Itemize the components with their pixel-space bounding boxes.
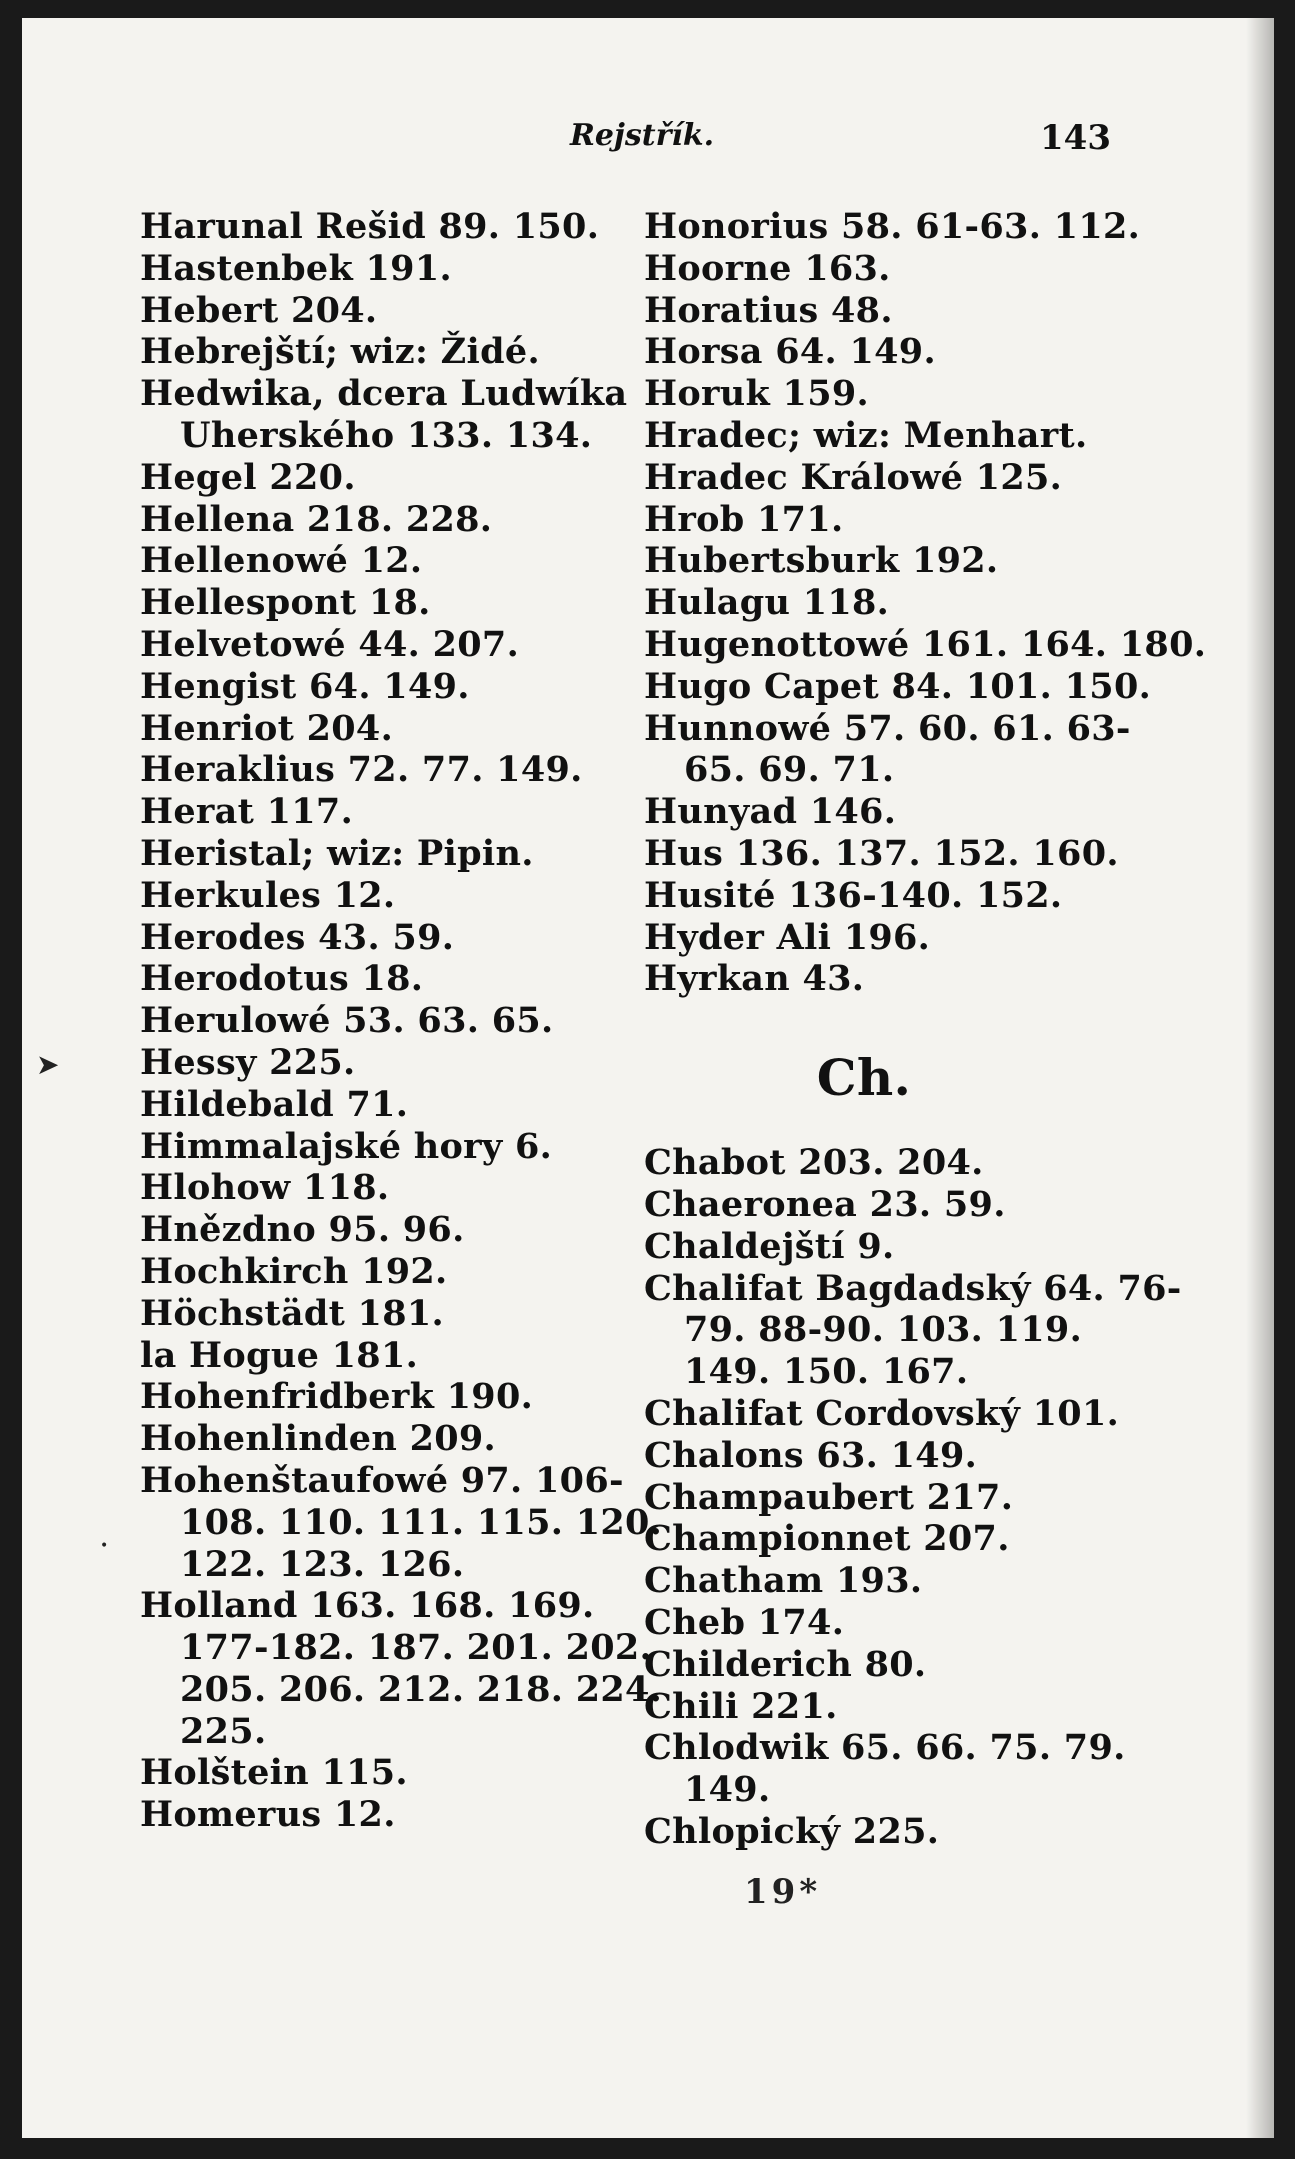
entry-line: Hugenottowé 161. 164. 180.	[644, 623, 1207, 665]
index-entry	[644, 248, 1164, 290]
entry-line: Henriot 204.	[140, 707, 394, 749]
entry-line: Hyrkan 43.	[644, 958, 865, 1000]
index-entry	[140, 1167, 640, 1209]
index-entry	[644, 582, 1164, 624]
index-entry	[140, 791, 640, 833]
entry-continuation: 205. 206. 212. 218. 224.	[180, 1668, 663, 1710]
entry-continuation: 149.	[684, 1769, 771, 1811]
entry-line: Himmalajské hory 6.	[140, 1125, 553, 1167]
entry-line: Hellespont 18.	[140, 582, 431, 624]
index-entry	[140, 958, 640, 1000]
index-entry	[140, 917, 640, 959]
entry-line: Childerich 80.	[644, 1643, 927, 1685]
entry-line: Hunyad 146.	[644, 791, 897, 833]
entry-line: Chaldejští 9.	[644, 1225, 895, 1267]
entry-line: Champaubert 217.	[644, 1476, 1014, 1518]
index-entry	[644, 1267, 1182, 1393]
index-entry	[644, 540, 1164, 582]
page-number: 143	[1040, 118, 1111, 158]
entry-line: Herodes 43. 59.	[140, 916, 455, 958]
entry-line: Hohenfridberk 190.	[140, 1376, 534, 1418]
index-entry	[644, 415, 1164, 457]
index-entry	[140, 206, 640, 248]
section-heading-ch: Ch.	[816, 1048, 912, 1108]
entry-line: Hus 136. 137. 152. 160.	[644, 832, 1119, 874]
index-entry	[644, 499, 1164, 541]
entry-line: Herkules 12.	[140, 874, 396, 916]
index-entry	[140, 875, 640, 917]
index-entry	[140, 499, 640, 541]
entry-line: Chlodwik 65. 66. 75. 79.	[644, 1727, 1126, 1769]
entry-line: Hildebald 71.	[140, 1083, 409, 1125]
entry-continuation: 149. 150. 167.	[684, 1351, 969, 1393]
index-entry	[140, 708, 640, 750]
entry-line: Chaeronea 23. 59.	[644, 1183, 1006, 1225]
index-entry	[140, 582, 640, 624]
entry-line: Hunnowé 57. 60. 61. 63-	[644, 707, 1131, 749]
entry-line: la Hogue 181.	[140, 1334, 419, 1376]
entry-line: Hugo Capet 84. 101. 150.	[644, 665, 1152, 707]
entry-line: Chalons 63. 149.	[644, 1434, 978, 1476]
entry-line: Hohenlinden 209.	[140, 1418, 497, 1460]
entry-line: Horsa 64. 149.	[644, 331, 936, 373]
index-entry	[644, 1727, 1164, 1811]
index-entry	[644, 290, 1164, 332]
entry-line: Hebert 204.	[140, 289, 378, 331]
entry-continuation: 108. 110. 111. 115. 120.	[180, 1501, 663, 1543]
index-group-h	[644, 206, 1207, 1000]
entry-line: Hulagu 118.	[644, 582, 890, 624]
index-entry	[140, 1376, 640, 1418]
index-entry	[140, 666, 640, 708]
entry-line: Honorius 58. 61-63. 112.	[644, 206, 1141, 247]
entry-continuation: 79. 88-90. 103. 119.	[684, 1309, 1083, 1351]
entry-continuation: 177-182. 187. 201. 202.	[180, 1627, 653, 1669]
index-entry	[644, 1602, 1164, 1644]
index-entry	[140, 624, 640, 666]
entry-line: Chatham 193.	[644, 1560, 923, 1602]
index-entry	[140, 248, 640, 290]
index-entry	[140, 1000, 640, 1042]
index-entry	[140, 1209, 640, 1251]
index-entry	[140, 1251, 640, 1293]
index-entry	[644, 1686, 1164, 1728]
index-entry	[140, 1042, 640, 1084]
index-group-ch	[644, 1142, 1182, 1853]
index-entry	[140, 1084, 640, 1126]
index-entry	[644, 708, 1164, 792]
entry-line: Heristal; wiz: Pipin.	[140, 832, 534, 874]
index-entry	[644, 1226, 1164, 1268]
entry-line: Holštein 115.	[140, 1752, 408, 1794]
entry-line: Hessy 225.	[140, 1041, 356, 1083]
entry-line: Hyder Ali 196.	[644, 916, 931, 958]
index-column-left	[140, 206, 663, 1836]
book-page	[22, 18, 1274, 2138]
index-entry	[644, 1435, 1164, 1477]
index-entry	[644, 1560, 1164, 1602]
entry-continuation: 225.	[180, 1710, 267, 1752]
entry-line: Hedwika, dcera Ludwíka	[140, 373, 628, 415]
index-entry	[140, 331, 640, 373]
entry-line: Hradec Králowé 125.	[644, 456, 1063, 498]
index-entry	[140, 457, 640, 499]
entry-line: Hoorne 163.	[644, 247, 891, 289]
index-entry	[644, 1142, 1164, 1184]
index-entry	[644, 917, 1164, 959]
entry-line: Hengist 64. 149.	[140, 665, 470, 707]
entry-line: Homerus 12.	[140, 1794, 396, 1836]
entry-line: Hrob 171.	[644, 498, 844, 540]
index-entry	[644, 1393, 1164, 1435]
entry-line: Hradec; wiz: Menhart.	[644, 414, 1088, 456]
entry-line: Chalifat Cordovský 101.	[644, 1392, 1120, 1434]
entry-line: Hohenštaufowé 97. 106-	[140, 1459, 624, 1501]
index-entry	[644, 833, 1164, 875]
index-entry	[140, 1752, 640, 1794]
index-entry	[140, 373, 640, 457]
index-entry	[140, 1335, 640, 1377]
running-title: Rejstřík.	[570, 118, 715, 153]
entry-line: Horatius 48.	[644, 289, 893, 331]
index-entry	[644, 875, 1164, 917]
entry-line: Hellenowé 12.	[140, 540, 423, 582]
entry-line: Herulowé 53. 63. 65.	[140, 1000, 554, 1042]
index-entry	[644, 1518, 1164, 1560]
index-column-right	[644, 206, 1207, 1853]
entry-line: Hlohow 118.	[140, 1167, 390, 1209]
entry-line: Husité 136-140. 152.	[644, 874, 1063, 916]
entry-line: Chlopický 225.	[644, 1810, 940, 1852]
running-head	[22, 118, 1274, 168]
entry-line: Hnězdno 95. 96.	[140, 1209, 465, 1251]
index-entry	[140, 833, 640, 875]
index-entry	[644, 373, 1164, 415]
index-entry	[140, 290, 640, 332]
index-entry	[140, 1585, 663, 1752]
entry-line: Championnet 207.	[644, 1518, 1010, 1560]
entry-line: Chabot 203. 204.	[644, 1142, 984, 1184]
entry-line: Höchstädt 181.	[140, 1292, 444, 1334]
index-entry	[644, 1184, 1164, 1226]
entry-line: Horuk 159.	[644, 373, 869, 415]
index-entry	[644, 206, 1164, 248]
index-entry	[140, 749, 640, 791]
entry-line: Hebrejští; wiz: Židé.	[140, 331, 540, 373]
index-entry	[644, 623, 1207, 666]
index-entry	[644, 1477, 1164, 1519]
signature-mark: 19*	[744, 1872, 822, 1912]
index-entry	[644, 958, 1164, 1000]
margin-mark-icon: ➤	[36, 1048, 60, 1081]
index-entry	[140, 1293, 640, 1335]
entry-line: Hochkirch 192.	[140, 1250, 448, 1292]
index-entry	[644, 457, 1164, 499]
entry-line: Heraklius 72. 77. 149.	[140, 749, 583, 791]
index-entry	[140, 1794, 640, 1836]
entry-line: Cheb 174.	[644, 1601, 845, 1643]
entry-line: Harunal Rešid 89. 150.	[140, 206, 600, 247]
entry-line: Hegel 220.	[140, 456, 356, 498]
entry-continuation: Uherského 133. 134.	[180, 414, 593, 456]
index-entry	[140, 540, 640, 582]
entry-line: Chalifat Bagdadský 64. 76-	[644, 1267, 1182, 1309]
entry-line: Hastenbek 191.	[140, 247, 452, 289]
index-entry	[140, 1459, 663, 1585]
entry-line: Holland 163. 168. 169.	[140, 1585, 595, 1627]
index-entry	[644, 1644, 1164, 1686]
entry-continuation: 122. 123. 126.	[180, 1543, 465, 1585]
entry-line: Helvetowé 44. 207.	[140, 623, 520, 665]
index-entry	[644, 666, 1164, 708]
index-entry	[140, 1126, 640, 1168]
index-entry	[140, 1418, 640, 1460]
entry-line: Chili 221.	[644, 1685, 838, 1727]
margin-dot-icon: •	[100, 1538, 109, 1554]
index-entry	[644, 791, 1164, 833]
entry-line: Herat 117.	[140, 791, 354, 833]
entry-line: Hellena 218. 228.	[140, 498, 493, 540]
entry-line: Hubertsburk 192.	[644, 540, 999, 582]
index-entry	[644, 1811, 1164, 1853]
entry-line: Herodotus 18.	[140, 958, 424, 1000]
entry-continuation: 65. 69. 71.	[684, 749, 895, 791]
index-entry	[644, 331, 1164, 373]
